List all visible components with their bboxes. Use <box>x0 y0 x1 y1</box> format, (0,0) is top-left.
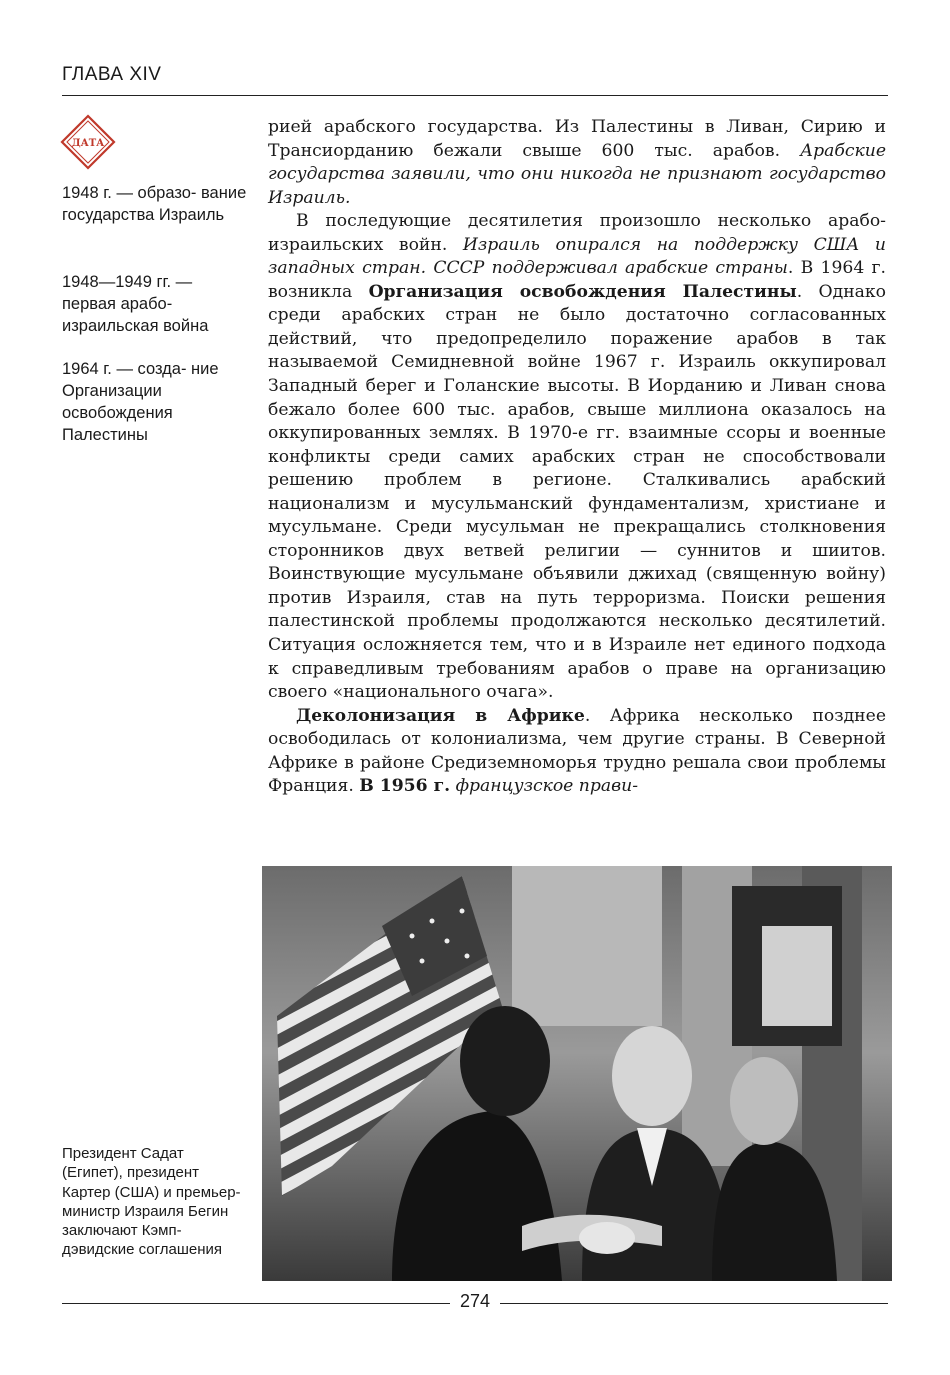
page-number: 274 <box>459 1291 491 1311</box>
p1-italic: Арабские государства заявили, что они никогда не признают государство Израиль. <box>268 140 886 208</box>
margin-note-1948: 1948 г. — образо- вание государства Израиль <box>62 184 247 224</box>
footer-rule-right <box>500 1303 888 1304</box>
p2-italic: Израиль опирался на поддержку США и западных стран. СССР поддерживал арабские страны <box>268 234 887 279</box>
p3-heading: Деколонизация в Африке <box>296 705 585 726</box>
p2-text-a: В последующие десятилетия произошло несколько арабо-израильских войн. <box>268 211 886 255</box>
p2-text-b: . В 1964 г. возникла <box>268 258 886 302</box>
margin-note-1964: 1964 г. — созда- ние Организации освобождения Палестины <box>62 360 219 444</box>
paragraph-1 <box>268 116 886 210</box>
p3-text-a: . Африка несколько позднее освободилась от колониализма, чем другие страны. В Северной Африке в районе Средиземноморья трудно решала свои проблемы Франция. <box>268 705 886 797</box>
p2-text-c: . Однако среди арабских стран не было достаточно согласованных действий, что предопределило поражение арабов в так называемой Семидневной войне 1967 г. Израиль оккупировал Западный берег и Голанские высоты. В Иорданию и Ливан снова бежало более 600 тыс. арабов, свыше миллиона оказалось на оккупированных землях. В 1970-е гг. взаимные ссоры и военные конфликты среди самих арабских стран не способствовали решению проблем в регионе. Сталкивались арабский национализм и мусульманский фундаментализм, христиане и мусульмане. Среди мусульман не прекращались столкновения сторонников двух ветвей религии — суннитов и шиитов. Воинствующие мусульмане объявили джихад (священную войну) против Израиля, став на путь терроризма. Поиски решения палестинской проблемы продолжаются несколько десятилетий. Ситуация осложняется тем, что и в Израиле нет единого подхода к справедливым требованиям арабов о праве на организацию своего «национального очага». <box>268 281 886 703</box>
date-badge-label: ДАТА <box>71 138 105 149</box>
paragraph-2 <box>268 210 886 704</box>
date-badge-icon <box>60 114 116 170</box>
photo-caption: Президент Садат (Египет), президент Картер (США) и премьер-министр Израиля Бегин заключают Кэмп- дэвидские соглашения <box>62 1145 241 1259</box>
p3-bold-year: В 1956 г. <box>359 776 451 797</box>
footer-rule-left <box>62 1303 450 1304</box>
p3-italic: французское прави- <box>455 776 639 797</box>
margin-note-1948-1949: 1948—1949 гг. — первая арабо- израильская война <box>62 273 209 335</box>
p2-bold: Организация освобождения Палестины <box>368 281 797 302</box>
chapter-title: ГЛАВА XIV <box>62 64 162 85</box>
p1-text: рией арабского государства. Из Палестины в Ливан, Сирию и Трансиорданию бежали свыше 600 тыс. арабов. <box>268 117 886 161</box>
paragraph-3 <box>268 705 886 799</box>
camp-david-photo <box>262 866 892 1281</box>
main-text <box>268 116 886 799</box>
header-rule <box>62 95 888 96</box>
